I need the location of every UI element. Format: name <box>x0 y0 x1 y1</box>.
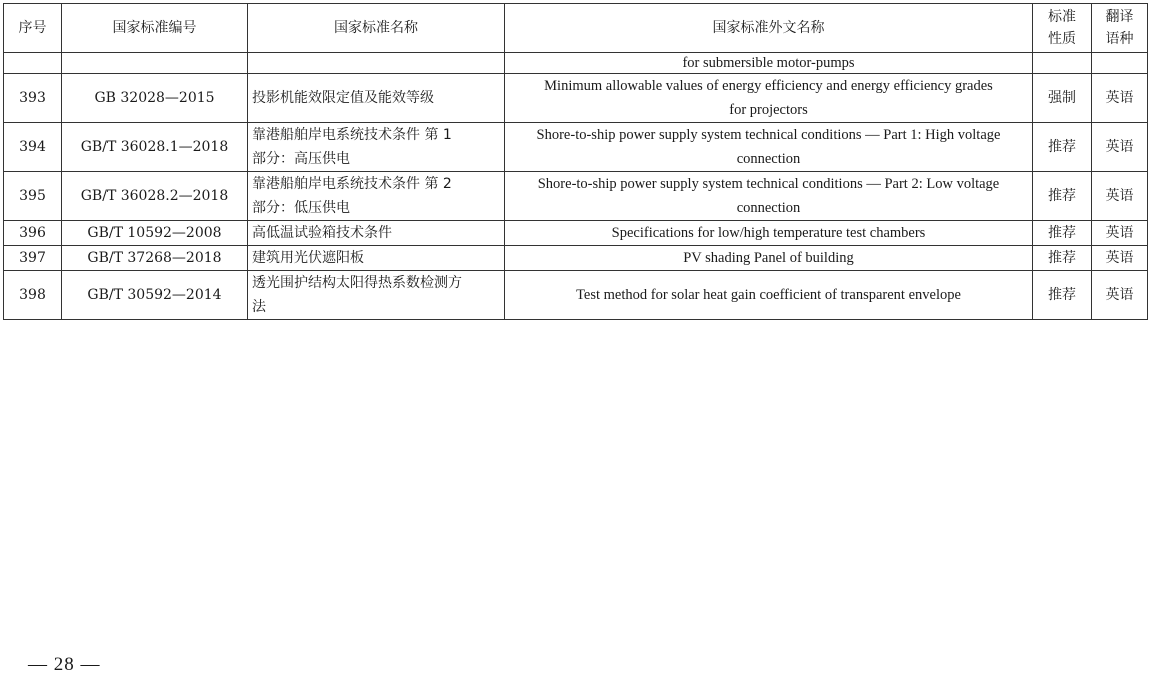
language-cell-line1: 英语 <box>1105 287 1134 303</box>
header-name: 国家标准名称 <box>248 4 505 53</box>
nature-cell-line1: 推荐 <box>1048 188 1076 204</box>
nature-cell-line1: 推荐 <box>1048 225 1076 241</box>
continuation-seq-cell <box>4 53 62 74</box>
foreign-name-cell-line1: Test method for solar heat gain coefficient of transparent envelope <box>576 287 961 303</box>
code-cell <box>62 74 248 123</box>
table-header-row <box>4 4 1148 53</box>
foreign-name-cell-line2: for projectors <box>729 102 808 118</box>
foreign-name-cell-line1: PV shading Panel of building <box>683 250 854 266</box>
language-cell <box>1092 172 1148 221</box>
code-cell-line1: GB/T 36028.1—2018 <box>80 139 229 155</box>
foreign-name-cell <box>505 172 1033 221</box>
continuation-code-cell <box>62 53 248 74</box>
foreign-name-cell-line2: connection <box>736 200 801 216</box>
header-language <box>1092 4 1148 53</box>
continuation-row <box>4 53 1148 74</box>
seq-cell-line1: 397 <box>19 250 46 266</box>
language-cell <box>1092 246 1148 271</box>
nature-cell-line1: 推荐 <box>1048 139 1076 155</box>
name-cell-line1: 靠港船舶岸电系统技术条件 第 1 <box>252 127 452 143</box>
seq-cell-line1: 395 <box>19 188 46 204</box>
foreign-name-cell-line1: Minimum allowable values of energy efficiency and energy efficiency grades <box>544 78 993 94</box>
header-language-line2: 语种 <box>1105 31 1134 47</box>
table-row <box>4 123 1148 172</box>
seq-cell-line1: 398 <box>19 287 46 303</box>
name-cell-line1: 建筑用光伏遮阳板 <box>252 250 364 266</box>
code-cell <box>62 123 248 172</box>
code-cell-line1: GB/T 37268—2018 <box>87 250 222 266</box>
header-nature-line2: 性质 <box>1048 31 1076 47</box>
header-foreign-name: 国家标准外文名称 <box>505 4 1033 53</box>
language-cell-line1: 英语 <box>1105 250 1134 266</box>
table-row <box>4 221 1148 246</box>
foreign-name-cell-line1: Shore-to-ship power supply system technical conditions — Part 1: High voltage <box>536 127 1001 143</box>
standards-table <box>3 3 1148 320</box>
table-row <box>4 246 1148 271</box>
language-cell-line1: 英语 <box>1105 225 1134 241</box>
header-nature-line1: 标准 <box>1048 9 1076 25</box>
continuation-nature-cell <box>1033 53 1092 74</box>
seq-cell-line1: 396 <box>19 225 46 241</box>
nature-cell <box>1033 221 1092 246</box>
name-cell-line2: 法 <box>252 299 266 315</box>
table-row <box>4 271 1148 320</box>
header-code: 国家标准编号 <box>62 4 248 53</box>
seq-cell-line1: 393 <box>19 90 46 106</box>
seq-cell <box>4 172 62 221</box>
foreign-name-cell <box>505 74 1033 123</box>
name-cell-line1: 投影机能效限定值及能效等级 <box>252 90 434 106</box>
seq-cell-line1: 394 <box>19 139 46 155</box>
name-cell-line1: 高低温试验箱技术条件 <box>252 225 392 241</box>
nature-cell-line1: 强制 <box>1048 90 1076 106</box>
nature-cell <box>1033 271 1092 320</box>
code-cell <box>62 221 248 246</box>
header-nature <box>1033 4 1092 53</box>
seq-cell <box>4 221 62 246</box>
seq-cell <box>4 74 62 123</box>
name-cell-line1: 靠港船舶岸电系统技术条件 第 2 <box>252 176 452 192</box>
seq-cell <box>4 246 62 271</box>
name-cell-line1: 透光围护结构太阳得热系数检测方 <box>252 275 462 291</box>
seq-cell <box>4 123 62 172</box>
code-cell <box>62 246 248 271</box>
name-cell <box>248 123 505 172</box>
continuation-name-cell <box>248 53 505 74</box>
language-cell <box>1092 74 1148 123</box>
name-cell-line2: 部分：低压供电 <box>252 200 350 216</box>
continuation-foreign-cell: for submersible motor-pumps <box>505 53 1033 74</box>
foreign-name-cell <box>505 123 1033 172</box>
language-cell <box>1092 221 1148 246</box>
header-seq: 序号 <box>4 4 62 53</box>
nature-cell <box>1033 246 1092 271</box>
code-cell-line1: GB/T 36028.2—2018 <box>80 188 229 204</box>
table-row <box>4 74 1148 123</box>
language-cell-line1: 英语 <box>1105 90 1134 106</box>
name-cell <box>248 246 505 271</box>
continuation-lang-cell <box>1092 53 1148 74</box>
code-cell <box>62 271 248 320</box>
foreign-name-cell-line2: connection <box>736 151 801 167</box>
code-cell-line1: GB 32028—2015 <box>94 90 215 106</box>
table-row <box>4 172 1148 221</box>
foreign-name-cell <box>505 271 1033 320</box>
name-cell-line2: 部分：高压供电 <box>252 151 350 167</box>
nature-cell <box>1033 123 1092 172</box>
name-cell <box>248 74 505 123</box>
name-cell <box>248 172 505 221</box>
language-cell <box>1092 123 1148 172</box>
code-cell <box>62 172 248 221</box>
code-cell-line1: GB/T 30592—2014 <box>87 287 222 303</box>
name-cell <box>248 221 505 246</box>
table-body <box>4 53 1148 320</box>
language-cell <box>1092 271 1148 320</box>
nature-cell <box>1033 172 1092 221</box>
nature-cell-line1: 推荐 <box>1048 250 1076 266</box>
code-cell-line1: GB/T 10592—2008 <box>87 225 222 241</box>
seq-cell <box>4 271 62 320</box>
name-cell <box>248 271 505 320</box>
language-cell-line1: 英语 <box>1105 139 1134 155</box>
foreign-name-cell <box>505 221 1033 246</box>
page-number: — 28 — <box>28 654 101 675</box>
language-cell-line1: 英语 <box>1105 188 1134 204</box>
foreign-name-cell-line1: Specifications for low/high temperature test chambers <box>611 225 926 241</box>
nature-cell <box>1033 74 1092 123</box>
header-language-line1: 翻译 <box>1105 9 1134 25</box>
nature-cell-line1: 推荐 <box>1048 287 1076 303</box>
foreign-name-cell <box>505 246 1033 271</box>
foreign-name-cell-line1: Shore-to-ship power supply system technical conditions — Part 2: Low voltage <box>537 176 1000 192</box>
